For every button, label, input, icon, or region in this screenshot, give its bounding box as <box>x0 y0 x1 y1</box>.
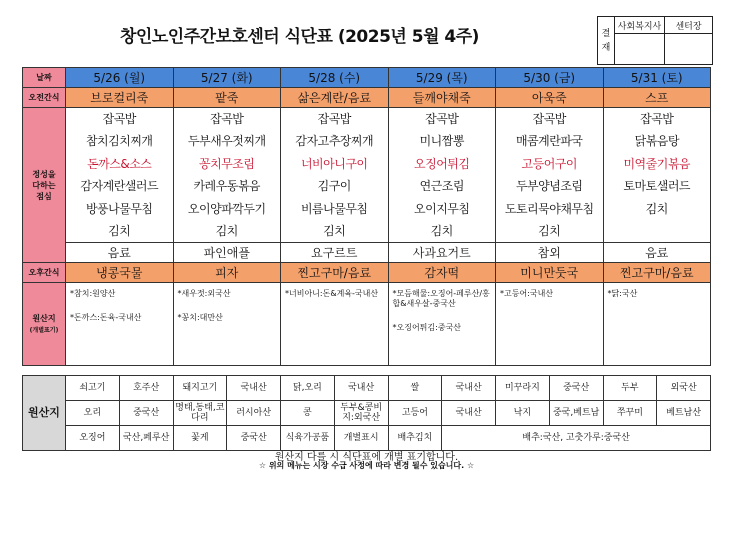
origin-cell: 돼지고기 <box>173 376 227 401</box>
lunch-mon <box>66 108 174 243</box>
origin-note: *모듬해물:오징어-페루산/홍합&새우살-중국산 <box>392 289 490 309</box>
origin-cell: 국내산 <box>442 376 496 401</box>
lunch-item: 미니짬뽕 <box>419 134 464 149</box>
origin-cell: 중국,베트남 <box>549 401 603 426</box>
lunch-item: 오이양파깍두기 <box>187 201 266 216</box>
origin-note-mon <box>66 283 174 366</box>
drink-fri: 참외 <box>496 243 604 263</box>
lunch-wed <box>281 108 389 243</box>
lunch-item: 김치 <box>108 223 131 238</box>
origin-cell: 국내산 <box>227 376 281 401</box>
origin-note-fri <box>496 283 604 366</box>
origin-cell: 콩 <box>281 401 335 426</box>
origin-note: *참치:원양산 <box>70 289 116 299</box>
origin-cell: 외국산 <box>657 376 711 401</box>
lunch-item: 비름나물무침 <box>300 201 368 216</box>
lunch-item: 감자계란샐러드 <box>80 179 159 194</box>
date-tue: 5/27 (화) <box>173 68 281 88</box>
origin-note-sat <box>603 283 711 366</box>
origin-note-tue <box>173 283 281 366</box>
afternoon-snack-wed: 찐고구마/음료 <box>281 263 389 283</box>
drink-sat: 음료 <box>603 243 711 263</box>
origin-note: *너비아니:돈&계육-국내산 <box>285 289 379 299</box>
lunch-item: 도토리묵야채무침 <box>504 201 594 216</box>
origin-note: *닭:국산 <box>607 289 638 299</box>
origin-cell: 배추김치 <box>388 426 442 451</box>
footer-disclaimer: ☆ 위의 메뉴는 시장 수급 사정에 따라 변경 될수 있습니다. ☆ <box>258 461 475 470</box>
origin-cell: 닭,오리 <box>281 376 335 401</box>
lunch-fri <box>496 108 604 243</box>
lunch-item: 돈까스&소스 <box>87 156 152 171</box>
lunch-item: 두부새우젓찌개 <box>187 134 266 149</box>
lunch-item: 김구이 <box>317 179 351 194</box>
origin-note: *새우젓:외국산 <box>177 289 231 299</box>
origin-cell: 쭈꾸미 <box>603 401 657 426</box>
morning-snack-sat: 스프 <box>603 88 711 108</box>
origin-cell: 중국산 <box>549 376 603 401</box>
lunch-item: 감자고추장찌개 <box>295 134 374 149</box>
approval-sign-1 <box>615 34 665 65</box>
date-thu: 5/29 (목) <box>388 68 496 88</box>
lunch-item: 김치 <box>430 223 453 238</box>
origin-cell: 명태,동태,코다리 <box>173 401 227 426</box>
origin-cell-kimchi: 배추:국산, 고춧가루:중국산 <box>442 426 711 451</box>
lunch-item: 꽁치무조림 <box>199 156 255 171</box>
drink-wed: 요구르트 <box>281 243 389 263</box>
lunch-item: 잡곡밥 <box>425 112 459 126</box>
lunch-item: 김치 <box>323 223 346 238</box>
lunch-item: 잡곡밥 <box>210 112 244 126</box>
origin-cell: 쌀 <box>388 376 442 401</box>
origin-cell: 식육가공품 <box>281 426 335 451</box>
date-mon: 5/26 (월) <box>66 68 174 88</box>
origin-note: *돈까스:돈육-국내산 <box>70 313 142 323</box>
approval-box <box>597 16 713 65</box>
origin-cell: 국내산 <box>442 401 496 426</box>
origin-cell: 러시아산 <box>227 401 281 426</box>
origin-cell: 쇠고기 <box>66 376 120 401</box>
origin-note: *꽁치:대만산 <box>177 313 223 323</box>
lunch-item: 잡곡밥 <box>317 112 351 126</box>
origin-note: *오징어튀김:중국산 <box>392 323 462 333</box>
lunch-item: 닭볶음탕 <box>634 134 679 149</box>
lunch-item: 토마토샐러드 <box>623 179 691 194</box>
origin-table <box>22 375 711 451</box>
afternoon-snack-tue: 피자 <box>173 263 281 283</box>
lunch-item: 김치 <box>538 223 561 238</box>
lunch-tue <box>173 108 281 243</box>
origin-cell: 낙지 <box>496 401 550 426</box>
lunch-thu <box>388 108 496 243</box>
origin-note: *고등어:국내산 <box>500 289 554 299</box>
afternoon-snack-fri: 미니만둣국 <box>496 263 604 283</box>
date-sat: 5/31 (토) <box>603 68 711 88</box>
morning-snack-fri: 아욱죽 <box>496 88 604 108</box>
footer-note: 원산지 다를 시 식단표에 개별 표기합니다. <box>274 452 459 463</box>
lunch-item: 방풍나물무침 <box>85 201 153 216</box>
origin-cell: 국내산 <box>334 376 388 401</box>
lunch-item: 잡곡밥 <box>102 112 136 126</box>
lunch-item: 김치 <box>215 223 238 238</box>
origin-cell: 베트남산 <box>657 401 711 426</box>
lunch-item: 오징어튀김 <box>414 156 470 171</box>
approval-sign-2 <box>665 34 713 65</box>
origin-cell: 미꾸라지 <box>496 376 550 401</box>
afternoon-snack-sat: 찐고구마/음료 <box>603 263 711 283</box>
origin-cell: 오징어 <box>66 426 120 451</box>
morning-snack-wed: 삶은계란/음료 <box>281 88 389 108</box>
lunch-item: 매콤계란파국 <box>515 134 583 149</box>
morning-snack-thu: 들깨야채죽 <box>388 88 496 108</box>
origin-cell: 호주산 <box>119 376 173 401</box>
lunch-item: 잡곡밥 <box>532 112 566 126</box>
label-morning: 오전간식 <box>23 88 66 108</box>
origin-cell: 두부 <box>603 376 657 401</box>
approval-label: 결 재 <box>598 17 615 65</box>
lunch-item: 두부양념조림 <box>515 179 583 194</box>
origin-cell: 개별표시 <box>334 426 388 451</box>
date-fri: 5/30 (금) <box>496 68 604 88</box>
origin-note-thu <box>388 283 496 366</box>
lunch-item: 김치 <box>645 201 668 216</box>
lunch-item: 카레우동볶음 <box>193 179 261 194</box>
origin-cell: 중국산 <box>227 426 281 451</box>
lunch-item: 연근조림 <box>419 179 464 194</box>
date-wed: 5/28 (수) <box>281 68 389 88</box>
origin-cell: 중국산 <box>119 401 173 426</box>
afternoon-snack-thu: 감자떡 <box>388 263 496 283</box>
morning-snack-mon: 브로컬리죽 <box>66 88 174 108</box>
drink-tue: 파인애플 <box>173 243 281 263</box>
lunch-item: 미역줄기볶음 <box>623 156 691 171</box>
drink-thu: 사과요거트 <box>388 243 496 263</box>
lunch-item <box>604 220 711 242</box>
origin-note-wed <box>281 283 389 366</box>
origin-cell: 국산,페루산 <box>119 426 173 451</box>
approval-director: 센터장 <box>665 17 713 34</box>
lunch-item: 참치김치찌개 <box>85 134 153 149</box>
lunch-item: 고등어구이 <box>521 156 577 171</box>
page-title: 창인노인주간보호센터 식단표 (2025년 5월 4주) <box>120 27 479 47</box>
label-lunch: 정성을 다하는 점심 <box>23 108 66 263</box>
approval-social-worker: 사회복지사 <box>615 17 665 34</box>
drink-mon: 음료 <box>66 243 174 263</box>
origin-cell: 두부&콩비지:외국산 <box>334 401 388 426</box>
lunch-sat <box>603 108 711 243</box>
label-origin: 원산지 (개별표기) <box>23 283 66 366</box>
lunch-item: 잡곡밥 <box>640 112 674 126</box>
menu-table <box>22 67 711 366</box>
afternoon-snack-mon: 냉콩국물 <box>66 263 174 283</box>
lunch-item: 오이지무침 <box>414 201 470 216</box>
lunch-item: 너비아니구이 <box>300 156 368 171</box>
label-afternoon: 오후간식 <box>23 263 66 283</box>
origin-cell: 고등어 <box>388 401 442 426</box>
origin-cell: 꽃게 <box>173 426 227 451</box>
origin-cell: 오리 <box>66 401 120 426</box>
label-date: 날짜 <box>23 68 66 88</box>
morning-snack-tue: 팥죽 <box>173 88 281 108</box>
origin-table-label: 원산지 <box>23 376 66 451</box>
